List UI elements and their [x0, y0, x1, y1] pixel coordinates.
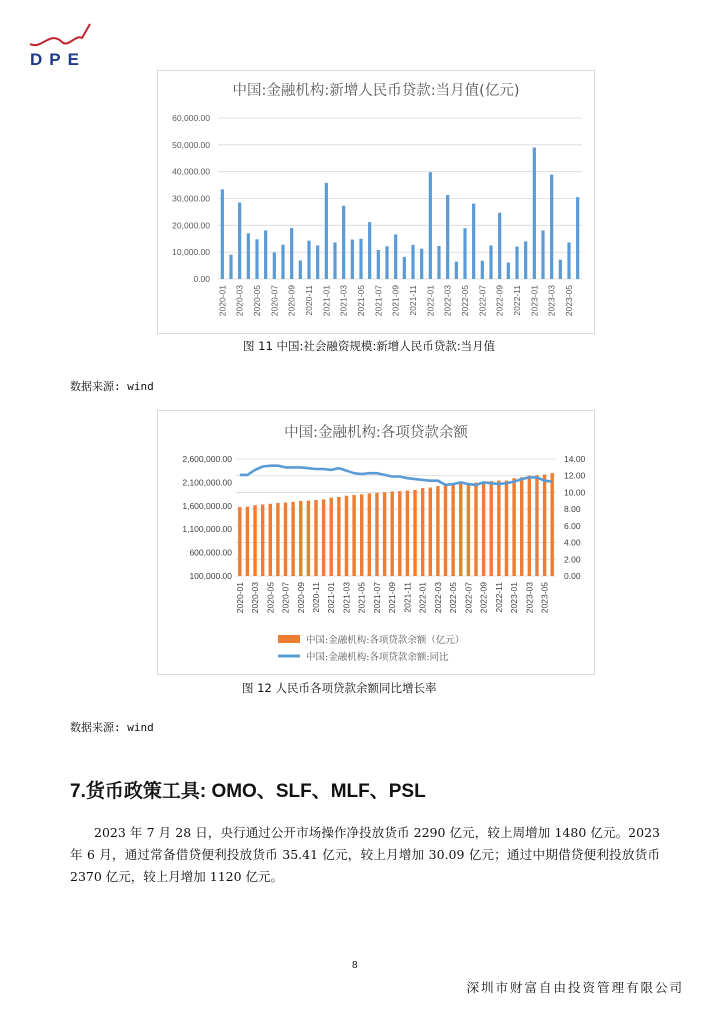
bar [455, 262, 458, 279]
bar [325, 183, 328, 279]
bar [264, 230, 267, 279]
bar [559, 260, 562, 279]
data-source: 数据来源: wind [70, 380, 154, 393]
x-tick-label: 2023-03 [524, 582, 535, 614]
x-tick-label: 2022-09 [494, 285, 505, 317]
bar [541, 230, 544, 279]
chart-loan-balance [157, 410, 595, 675]
bar [247, 233, 250, 279]
bar [261, 504, 264, 576]
bar [221, 189, 224, 279]
bar [472, 204, 475, 279]
x-tick-label: 2021-03 [338, 285, 349, 317]
bar [394, 234, 397, 279]
bar [342, 206, 345, 279]
bar [420, 249, 423, 279]
x-tick-label: 2020-11 [311, 582, 321, 613]
bar [246, 507, 249, 576]
x-tick-label: 2021-11 [408, 285, 418, 316]
right-tick-label: 0.00 [564, 571, 581, 581]
left-tick-label: 1,100,000.00 [182, 524, 232, 535]
bar [437, 246, 440, 279]
logo-text: DPE [30, 50, 86, 68]
x-tick-label: 2022-05 [448, 582, 459, 614]
x-tick-label: 2022-03 [432, 582, 443, 614]
x-tick-label: 2020-05 [265, 582, 276, 614]
bar [360, 494, 363, 576]
data-source: 数据来源: wind [70, 721, 154, 734]
left-tick-label: 1,600,000.00 [182, 500, 232, 511]
x-tick-label: 2022-01 [417, 582, 428, 614]
chart-title: 中国:金融机构:新增人民币贷款:当月值(亿元) [232, 83, 520, 99]
bar [333, 243, 336, 279]
legend-label-yoy: 中国:金融机构:各项贷款余额:同比 [306, 652, 449, 663]
x-tick-label: 2021-07 [373, 285, 384, 317]
y-tick-label: 0.00 [193, 274, 210, 284]
x-tick-label: 2020-03 [250, 582, 261, 614]
x-tick-label: 2022-09 [478, 582, 489, 614]
bar [535, 475, 538, 576]
left-tick-label: 2,600,000.00 [182, 454, 232, 464]
bar [322, 499, 325, 576]
bar [253, 505, 256, 576]
right-tick-label: 14.00 [564, 454, 586, 464]
bar [567, 243, 570, 279]
x-tick-label: 2021-09 [387, 582, 398, 614]
bar [307, 241, 310, 279]
bar [390, 491, 393, 576]
chart-title: 中国:金融机构:各项贷款余额 [284, 425, 468, 441]
bar [406, 490, 409, 576]
x-tick-label: 2022-07 [463, 582, 474, 614]
x-tick-label: 2020-11 [304, 285, 314, 316]
chart-legend [278, 634, 464, 663]
x-tick-label: 2022-05 [460, 285, 470, 317]
bar [330, 498, 333, 576]
x-tick-label: 2021-05 [356, 285, 366, 317]
y-tick-label: 40,000.00 [172, 166, 210, 177]
bar [238, 507, 241, 576]
bar [229, 255, 232, 279]
bar [403, 257, 406, 279]
bar [489, 245, 492, 279]
bar [255, 239, 258, 279]
bar [444, 486, 447, 576]
bar [429, 488, 432, 576]
bar [543, 475, 546, 576]
bar [524, 241, 527, 279]
bar [276, 503, 279, 576]
bar [284, 502, 287, 576]
right-tick-label: 10.00 [564, 487, 586, 498]
x-tick-label: 2023-05 [564, 285, 574, 317]
bar [515, 247, 518, 279]
bar [383, 492, 386, 576]
bar [351, 240, 354, 279]
right-tick-label: 2.00 [564, 554, 581, 565]
legend-label-balance: 中国:金融机构:各项贷款余额（亿元） [306, 635, 465, 646]
right-tick-label: 6.00 [564, 520, 581, 531]
figure-caption: 图 11 中国:社会融资规模:新增人民币贷款:当月值 [243, 339, 496, 353]
bar [467, 483, 470, 576]
bar [385, 246, 388, 279]
y-tick-label: 30,000.00 [172, 193, 210, 204]
left-tick-label: 100,000.00 [189, 571, 232, 581]
bar [352, 495, 355, 576]
bar [451, 485, 454, 576]
bar [576, 197, 579, 279]
bar [490, 481, 493, 576]
bar [421, 488, 424, 576]
bar [429, 172, 432, 279]
bar [411, 245, 414, 279]
bar [337, 497, 340, 576]
bar [550, 175, 553, 279]
bar [528, 476, 531, 576]
x-tick-label: 2020-07 [280, 582, 291, 614]
x-tick-label: 2023-01 [509, 582, 520, 614]
x-tick-label: 2022-11 [493, 582, 504, 613]
bar [482, 481, 485, 576]
chart-new-loans [157, 70, 595, 334]
x-tick-label: 2020-09 [286, 285, 297, 317]
x-tick-label: 2021-03 [341, 582, 352, 614]
x-tick-label: 2021-01 [326, 582, 337, 614]
x-tick-label: 2023-05 [539, 582, 550, 614]
x-tick-label: 2021-07 [371, 582, 382, 614]
right-tick-label: 8.00 [564, 504, 581, 515]
bar [377, 250, 380, 279]
x-tick-label: 2022-11 [512, 285, 522, 316]
bar [375, 493, 378, 576]
bar [299, 260, 302, 279]
x-tick-label: 2022-01 [425, 285, 436, 317]
bar [307, 501, 310, 576]
bar [345, 496, 348, 576]
bar [533, 148, 536, 279]
x-tick-label: 2021-11 [402, 582, 413, 613]
y-tick-label: 20,000.00 [172, 220, 210, 231]
right-tick-label: 4.00 [564, 537, 581, 548]
x-tick-label: 2020-01 [217, 285, 228, 317]
bar [436, 486, 439, 576]
company-logo [28, 20, 98, 68]
legend-swatch-balance [278, 635, 300, 643]
bar [463, 228, 466, 279]
bar [459, 484, 462, 576]
bar [398, 491, 401, 576]
left-tick-label: 600,000.00 [189, 547, 232, 558]
bar [359, 239, 362, 279]
footer-company: 深圳市财富自由投资管理有限公司 [466, 980, 684, 995]
x-tick-label: 2021-09 [390, 285, 401, 317]
bar [507, 262, 510, 279]
x-tick-label: 2020-07 [269, 285, 280, 317]
bar [520, 477, 523, 576]
x-tick-label: 2020-05 [252, 285, 262, 317]
y-tick-label: 10,000.00 [172, 247, 210, 258]
x-tick-label: 2023-03 [546, 285, 557, 317]
bar [316, 245, 319, 279]
body-paragraph: 2023 年 7 月 28 日，央行通过公开市场操作净投放货币 2290 亿元，较上周增加 1480 亿元。2023 年 6 月，通过常备借贷便利投放货币 35.41 亿元，较上月增加 30.09 亿元；通过中期借贷便利投放货币 2370 亿元，较上月增加 1120 亿元。 [70, 825, 660, 884]
y-tick-label: 50,000.00 [172, 139, 210, 150]
bar [290, 228, 293, 279]
x-tick-label: 2023-01 [529, 285, 540, 317]
bar [238, 203, 241, 279]
bar [481, 261, 484, 279]
bar [512, 478, 515, 576]
bar [368, 493, 371, 576]
bar [550, 473, 553, 576]
page-number: 8 [352, 960, 358, 971]
bar [497, 481, 500, 576]
x-tick-label: 2020-01 [234, 582, 245, 614]
x-tick-label: 2020-03 [234, 285, 245, 317]
x-tick-label: 2022-03 [442, 285, 453, 317]
bar [498, 213, 501, 279]
figure-caption: 图 12 人民币各项贷款余额同比增长率 [242, 681, 437, 695]
bar [299, 501, 302, 576]
bar [368, 222, 371, 279]
bar [273, 252, 276, 279]
bar [269, 504, 272, 576]
x-tick-label: 2021-05 [356, 582, 367, 614]
right-tick-label: 12.00 [564, 470, 586, 481]
bar [314, 500, 317, 576]
left-tick-label: 2,100,000.00 [182, 477, 232, 488]
y-tick-label: 60,000.00 [172, 113, 210, 123]
bar [291, 502, 294, 576]
bar [413, 490, 416, 576]
bar [281, 245, 284, 279]
bar [446, 195, 449, 279]
section-heading: 7.货币政策工具: OMO、SLF、MLF、PSL [70, 781, 426, 802]
x-tick-label: 2022-07 [477, 285, 488, 317]
bar [505, 481, 508, 576]
bar [474, 483, 477, 576]
x-tick-label: 2020-09 [295, 582, 306, 614]
x-tick-label: 2021-01 [321, 285, 332, 317]
